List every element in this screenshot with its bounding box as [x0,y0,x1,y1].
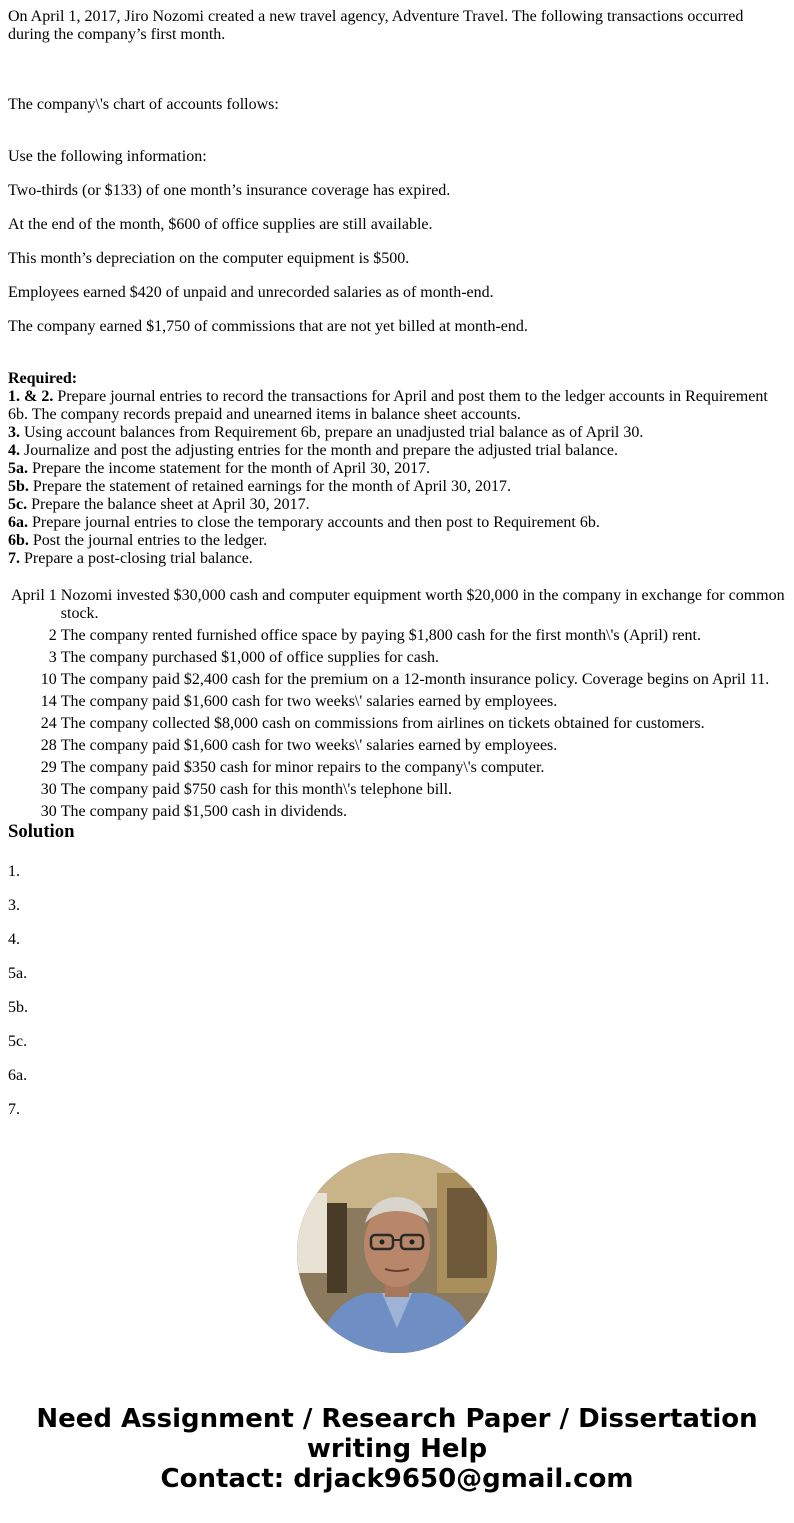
solution-item: 1. [8,863,20,880]
required-item: 6b. Post the journal entries to the ledger. [8,532,268,549]
transaction-date: 3 [48,649,57,666]
required-item: 5a. Prepare the income statement for the month of April 30, 2017. [8,460,431,477]
table-row [10,714,792,734]
table-row [10,626,792,646]
solution-item: 7. [8,1101,20,1118]
transactions-table [8,584,794,824]
required-item: 5c. Prepare the balance sheet at April 30, 2017. [8,496,310,513]
solution-item: 5c. [8,1033,28,1050]
info-item: At the end of the month, $600 of office supplies are still available. [8,216,433,233]
table-row [10,648,792,668]
transaction-text: The company paid $2,400 cash for the premium on a 12-month insurance policy. Coverage begins on April 11. [60,671,770,688]
transaction-text: The company paid $1,600 cash for two weeks\' salaries earned by employees. [60,693,558,710]
transaction-date: 14 [40,693,57,710]
transaction-date: 29 [40,759,57,776]
required-section [8,370,778,568]
table-row [10,758,792,778]
solution-item: 5b. [8,999,28,1016]
intro-paragraph: On April 1, 2017, Jiro Nozomi created a new travel agency, Adventure Travel. The following transactions occurred during the company’s first month. [8,8,744,43]
table-row [10,692,792,712]
ad-contact: Contact: drjack9650@gmail.com [160,1464,634,1494]
table-row [10,670,792,690]
transaction-date: 28 [40,737,57,754]
required-item: 6a. Prepare journal entries to close the temporary accounts and then post to Requirement 6b. [8,514,600,531]
solution-item: 6a. [8,1067,28,1084]
info-item: Two-thirds (or $133) of one month’s insurance coverage has expired. [8,182,451,199]
required-heading: Required: [8,370,78,387]
ad-line: Need Assignment / Research Paper / Dissertation [36,1404,758,1434]
transaction-text: The company collected $8,000 cash on commissions from airlines on tickets obtained for customers. [60,715,705,732]
required-item: 7. Prepare a post-closing trial balance. [8,550,253,567]
info-item: This month’s depreciation on the computer equipment is $500. [8,250,410,267]
info-item: The company earned $1,750 of commissions that are not yet billed at month-end. [8,318,528,335]
solution-item: 5a. [8,965,28,982]
table-row [10,802,792,822]
transaction-text: The company purchased $1,000 of office supplies for cash. [60,649,440,666]
ad-line: writing Help [306,1434,488,1464]
transaction-text: Nozomi invested $30,000 cash and computer equipment worth $20,000 in the company in exchange for common stock. [60,587,785,622]
transaction-date: 30 [40,803,57,820]
ad-banner [0,1404,794,1494]
transaction-date: 2 [48,627,57,644]
solution-heading: Solution [8,821,75,842]
transaction-date: 24 [40,715,57,732]
table-row [10,780,792,800]
avatar [297,1153,497,1353]
transaction-text: The company paid $1,500 cash in dividends. [60,803,347,820]
required-item: 4. Journalize and post the adjusting entries for the month and prepare the adjusted trial balance. [8,442,619,459]
info-item: Employees earned $420 of unpaid and unrecorded salaries as of month-end. [8,284,494,301]
table-row [10,586,792,624]
transaction-text: The company paid $750 cash for this month\'s telephone bill. [60,781,453,798]
transaction-text: The company paid $1,600 cash for two weeks\' salaries earned by employees. [60,737,558,754]
required-item: 1. & 2. Prepare journal entries to record the transactions for April and post them to the ledger accounts in Requirement 6b. The company records prepaid and unearned items in balance sheet accounts. [8,388,768,423]
transaction-text: The company rented furnished office space by paying $1,800 cash for the first month\'s (April) rent. [60,627,701,644]
table-row [10,736,792,756]
transaction-date: 30 [40,781,57,798]
transaction-date: 10 [40,671,57,688]
chart-of-accounts-text: The company\'s chart of accounts follows: [8,96,279,113]
use-info-text: Use the following information: [8,148,207,165]
required-item: 5b. Prepare the statement of retained earnings for the month of April 30, 2017. [8,478,511,495]
avatar-photo [297,1153,497,1353]
transaction-text: The company paid $350 cash for minor repairs to the company\'s computer. [60,759,545,776]
solution-item: 3. [8,897,20,914]
solution-item: 4. [8,931,20,948]
required-item: 3. Using account balances from Requirement 6b, prepare an unadjusted trial balance as of April 30. [8,424,644,441]
transaction-date: April 1 [11,587,57,604]
